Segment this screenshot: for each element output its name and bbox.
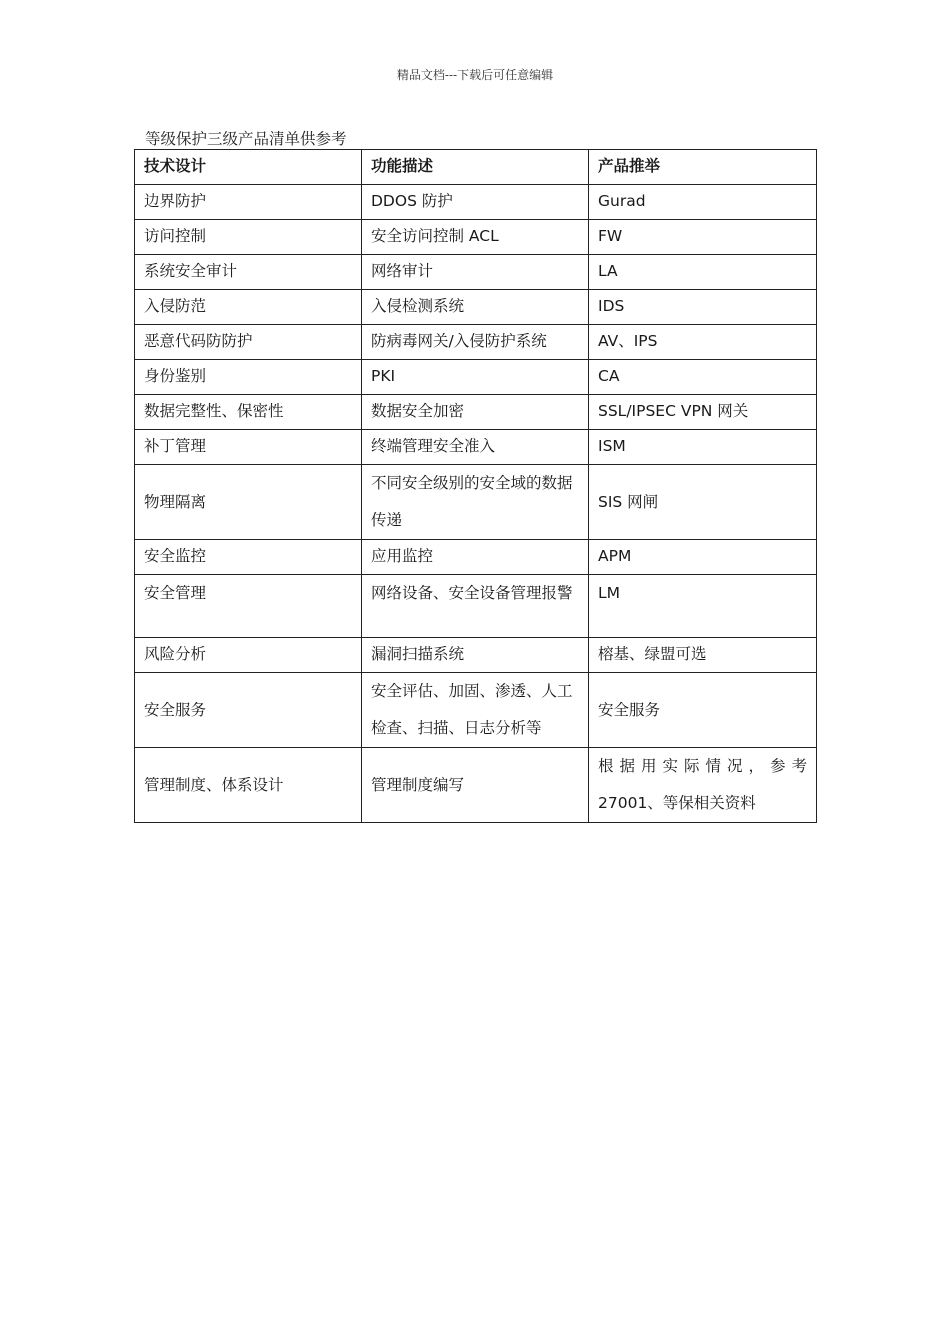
cell-product: Gurad: [589, 185, 817, 220]
cell-function-desc: 防病毒网关/入侵防护系统: [362, 325, 589, 360]
table-row: [135, 430, 817, 465]
cell-product: AV、IPS: [589, 325, 817, 360]
header-function-desc: 功能描述: [362, 150, 589, 185]
cell-product: LM: [589, 575, 817, 638]
cell-function-desc: 网络审计: [362, 255, 589, 290]
cell-product: APM: [589, 540, 817, 575]
cell-product: SIS 网闸: [589, 465, 817, 540]
cell-tech-design: 恶意代码防防护: [135, 325, 362, 360]
table-row: [135, 395, 817, 430]
cell-tech-design: 边界防护: [135, 185, 362, 220]
cell-function-desc: 终端管理安全准入: [362, 430, 589, 465]
table-row: [135, 540, 817, 575]
cell-function-desc: 不同安全级别的安全域的数据传递: [362, 465, 589, 540]
cell-product: LA: [589, 255, 817, 290]
cell-function-desc: 入侵检测系统: [362, 290, 589, 325]
cell-product: 榕基、绿盟可选: [589, 638, 817, 673]
cell-function-desc: 网络设备、安全设备管理报警: [362, 575, 589, 638]
cell-product: IDS: [589, 290, 817, 325]
cell-tech-design: 风险分析: [135, 638, 362, 673]
cell-tech-design: 数据完整性、保密性: [135, 395, 362, 430]
cell-tech-design: 安全管理: [135, 575, 362, 638]
header-product-recommend: 产品推举: [589, 150, 817, 185]
table-row: [135, 325, 817, 360]
cell-tech-design: 身份鉴别: [135, 360, 362, 395]
table-row: [135, 185, 817, 220]
cell-function-desc: 管理制度编写: [362, 748, 589, 823]
product-list-table: [134, 149, 817, 823]
cell-product: 安全服务: [589, 673, 817, 748]
table-row: [135, 255, 817, 290]
cell-function-desc: 安全评估、加固、渗透、人工检查、扫描、日志分析等: [362, 673, 589, 748]
cell-tech-design: 安全监控: [135, 540, 362, 575]
table-row: [135, 575, 817, 638]
cell-tech-design: 系统安全审计: [135, 255, 362, 290]
table-row: [135, 290, 817, 325]
document-title: 等级保护三级产品清单供参考: [145, 130, 347, 148]
cell-product: FW: [589, 220, 817, 255]
cell-product: ISM: [589, 430, 817, 465]
table-header-row: [135, 150, 817, 185]
cell-tech-design: 管理制度、体系设计: [135, 748, 362, 823]
cell-function-desc: 应用监控: [362, 540, 589, 575]
cell-tech-design: 物理隔离: [135, 465, 362, 540]
page-watermark: 精品文档---下载后可任意编辑: [396, 68, 554, 82]
cell-tech-design: 补丁管理: [135, 430, 362, 465]
table-row: [135, 220, 817, 255]
header-tech-design: 技术设计: [135, 150, 362, 185]
table-row: [135, 465, 817, 540]
cell-tech-design: 入侵防范: [135, 290, 362, 325]
cell-product-line-2: 27001、等保相关资料: [598, 794, 756, 812]
cell-tech-design: 安全服务: [135, 673, 362, 748]
cell-function-desc: 漏洞扫描系统: [362, 638, 589, 673]
cell-product: CA: [589, 360, 817, 395]
cell-function-desc: DDOS 防护: [362, 185, 589, 220]
cell-tech-design: 访问控制: [135, 220, 362, 255]
table-row: [135, 673, 817, 748]
cell-product: SSL/IPSEC VPN 网关: [589, 395, 817, 430]
cell-product: [589, 748, 817, 823]
cell-function-desc: 数据安全加密: [362, 395, 589, 430]
cell-function-desc: PKI: [362, 360, 589, 395]
table-row: [135, 748, 817, 823]
table-row: [135, 360, 817, 395]
cell-function-desc: 安全访问控制 ACL: [362, 220, 589, 255]
table-row: [135, 638, 817, 673]
cell-product-line-1: 根据用实际情况，参考: [598, 757, 807, 775]
